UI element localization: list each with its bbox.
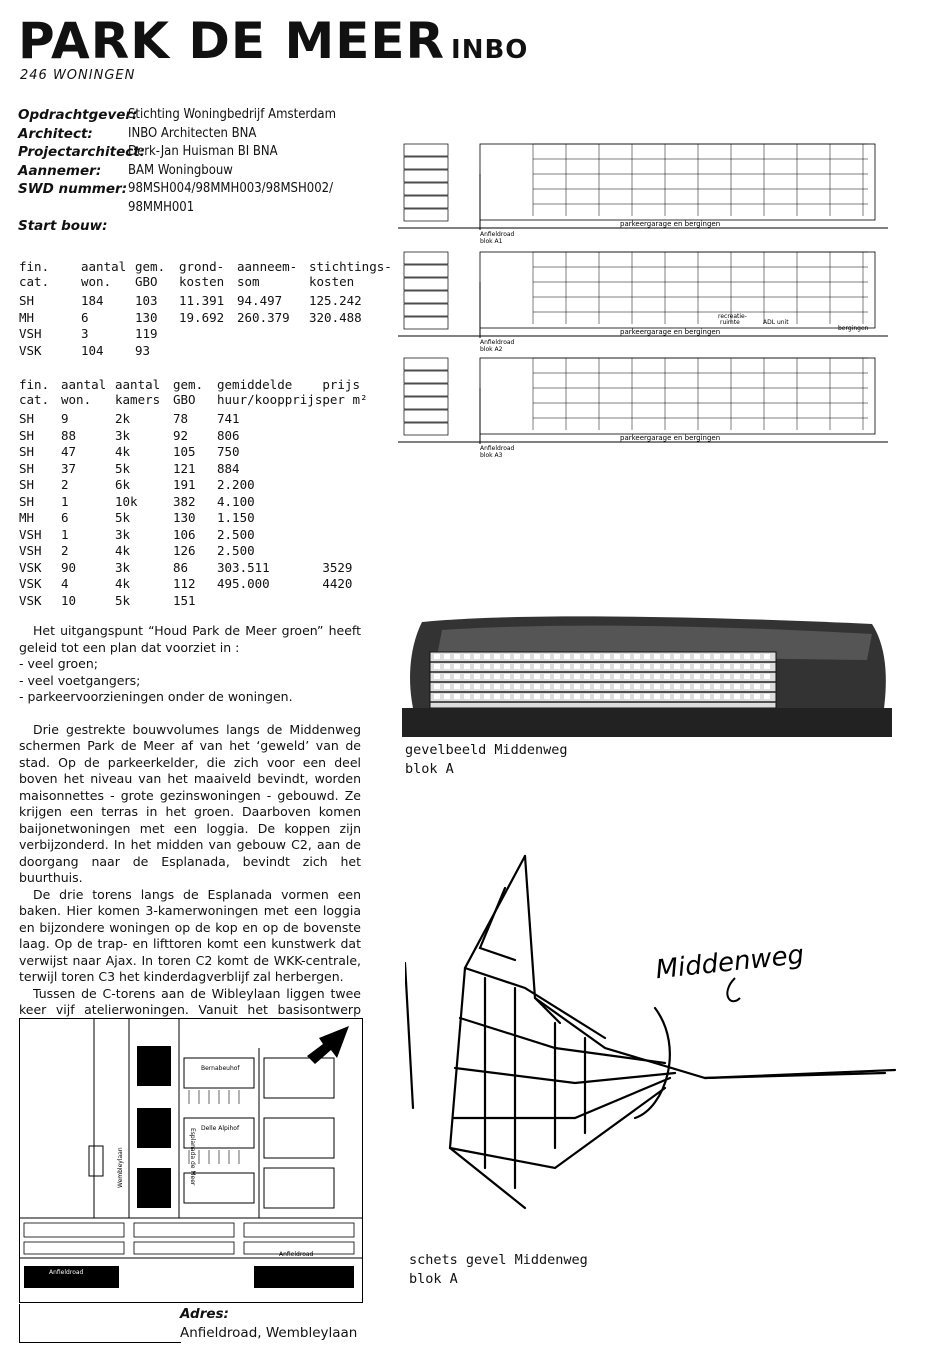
table-cell: 3k: [115, 559, 131, 575]
col-header: fin. cat.: [19, 259, 50, 289]
table-cell: 2.200: [217, 477, 255, 492]
plan-label: ADL unit: [763, 319, 789, 326]
address-value: Anfieldroad, Wembleylaan: [180, 1325, 358, 1341]
col-header: prijs per m²: [322, 377, 368, 407]
table-row: [19, 477, 368, 494]
meta-value: 98MSH004/98MMH003/98MSH002/: [128, 181, 334, 196]
table-row: [19, 428, 368, 445]
table-cell: 303.511: [217, 559, 270, 575]
table-cell: [322, 494, 367, 511]
table-cell: 741: [217, 411, 240, 426]
table-cell: 130: [173, 510, 196, 525]
table-row: VSH 3 119: [19, 326, 158, 341]
table-cell: 495.000: [217, 576, 270, 591]
table-header: [19, 259, 392, 289]
meta-row: [18, 106, 336, 125]
map-label: Esplanada de Meer: [189, 1128, 196, 1186]
table-row: [19, 593, 368, 610]
table-cell: VSH: [19, 526, 42, 542]
table-cell: 105: [173, 444, 196, 459]
map-frame: [19, 1304, 181, 1343]
table-cell: 4k: [115, 576, 131, 591]
table-row: [19, 510, 368, 527]
table-cell: [322, 477, 367, 494]
table-cell: [322, 527, 367, 544]
table-cell: 10: [61, 592, 77, 608]
facade-image: [402, 612, 892, 737]
table-cell: 1: [61, 526, 69, 542]
plan-label: parkeergarage en bergingen: [620, 220, 721, 228]
list-item: - veel groen;: [19, 656, 98, 671]
table-row: MH 6 130 19.692 260.379 320.488: [19, 309, 362, 325]
table-cell: [322, 543, 367, 560]
table-cell: [322, 461, 367, 478]
table-cell: SH: [19, 411, 35, 426]
paragraph: Drie gestrekte bouwvolumes langs de Middenweg schermen Park de Meer af van het ‘geweld’ van de stad. Op de parkeerkelder, die zich voor een deel boven het niveau van het maaiveld bevindt, worden maisonnettes - grote gezinswoningen - gebouwd. Ze krijgen een terras in het groen. Daarboven komen baijonetwoningen met een loggia. De koppen zijn verbijzonderd. In het midden van gebouw C2, aan de doorgang naar de Esplanada, bevindt zich het buurthuis.: [19, 721, 361, 885]
plan-label: parkeergarage en bergingen: [620, 434, 721, 442]
floor-plan: [398, 252, 888, 353]
plan-label: blok A2: [480, 346, 503, 353]
plan-label: parkeergarage en bergingen: [620, 328, 721, 336]
meta-key: Aannemer:: [18, 162, 102, 179]
table-row: [19, 560, 368, 577]
map-label: Bernabeuhof: [201, 1065, 240, 1072]
table-row: [19, 576, 368, 593]
table-cell: 88: [61, 427, 77, 443]
table-cell: 3k: [115, 427, 131, 443]
table-row: [19, 444, 368, 461]
col-header: gem. GBO: [173, 377, 204, 407]
col-header: aantal won.: [81, 259, 127, 289]
col-header: aanneem- som: [237, 259, 298, 289]
table-cell: 151: [173, 592, 196, 608]
plan-label: Anfieldroad: [480, 339, 515, 346]
table-cell: VSK: [19, 576, 42, 591]
table-cell: 191: [173, 477, 196, 492]
table-cell: 382: [173, 493, 196, 509]
table-cell: 78: [173, 411, 189, 426]
meta-value: 98MMH001: [128, 199, 195, 215]
meta-value: INBO Architecten BNA: [128, 125, 257, 141]
table-cell: [322, 411, 367, 428]
table-cell: 2.500: [217, 543, 255, 558]
table-cell: [217, 593, 322, 610]
plan-label: Anfieldroad: [480, 445, 515, 452]
table-cell: 121: [173, 460, 196, 476]
table-row: VSK 104 93: [19, 342, 151, 358]
table-cell: 6k: [115, 477, 131, 492]
table-cell: 3k: [115, 526, 131, 542]
table-row: [19, 494, 368, 511]
table-cell: [322, 593, 367, 610]
table-cell: 92: [173, 427, 189, 443]
caption-line: blok A: [405, 760, 454, 777]
col-header: fin. cat.: [19, 377, 50, 407]
title-suffix: INBO: [451, 35, 529, 65]
meta-key: [18, 199, 128, 218]
table-cell: 4.100: [217, 493, 255, 509]
floor-plan: [398, 144, 888, 245]
plan-label: blok A3: [480, 452, 503, 459]
article-body: [19, 623, 361, 1035]
caption-line: schets gevel Middenweg: [409, 1252, 588, 1268]
map-label: Anfieldroad: [49, 1269, 84, 1276]
plan-label: Anfieldroad: [480, 231, 515, 238]
floor-plan: [398, 358, 888, 459]
table-cell: SH: [19, 444, 35, 459]
table-cell: 37: [61, 460, 77, 476]
table-cell: [322, 428, 367, 445]
table-cell: MH: [19, 510, 35, 525]
table-row: SH 184 103 11.391 94.497 125.242: [19, 293, 362, 308]
map-label: Anfieldroad: [279, 1251, 314, 1258]
paragraph: Tussen de C-torens aan de Wibleylaan liggen twee keer vijf atelierwoningen. Vanuit het basisontwerp: [19, 985, 361, 1017]
plan-label: ruimte: [720, 319, 740, 326]
table-cell: 4: [61, 576, 69, 591]
plan-label: recreatie-: [718, 313, 747, 320]
facade-caption: [405, 741, 568, 778]
sketch-caption: [409, 1251, 588, 1288]
address-label: Adres:: [180, 1306, 229, 1322]
meta-row: [18, 125, 336, 144]
table-row: [19, 543, 368, 560]
col-header: aantal kamers: [115, 377, 161, 407]
paragraph: De drie torens langs de Esplanada vormen een baken. Hier komen 3-kamerwoningen met een loggia en bijzondere woningen op de kop en op de bovenste laag. Op de trap- en lifttoren komt een kunstwerk dat verwijst naar Ajax. In toren C2 komt de WKK-centrale, terwijl toren C3 het kinderdagverblijf zal herbergen.: [19, 886, 361, 984]
table-cell: SH: [19, 427, 35, 443]
meta-row: [18, 143, 336, 162]
table-cell: 3529: [322, 559, 353, 575]
list-item: - parkeervoorzieningen onder de woningen.: [19, 689, 293, 704]
table-cell: 4k: [115, 444, 131, 459]
table-cell: [322, 444, 367, 461]
col-header: grond- kosten: [179, 259, 225, 289]
col-header: gem. GBO: [135, 259, 166, 289]
project-meta: [18, 106, 336, 236]
caption-line: blok A: [409, 1270, 458, 1287]
cost-table: [19, 259, 392, 359]
title-main: PARK DE MEER: [18, 12, 446, 70]
sketch-image: [405, 848, 900, 1238]
plan-label: bergingen: [838, 325, 869, 332]
table-cell: 4k: [115, 543, 131, 558]
table-cell: 750: [217, 444, 240, 459]
table-row: [19, 461, 368, 478]
meta-key: SWD nummer:: [18, 181, 128, 197]
col-header: aantal won.: [61, 377, 107, 407]
table-cell: 86: [173, 559, 189, 575]
meta-row: [18, 217, 336, 236]
list-item: - veel voetgangers;: [19, 672, 141, 688]
meta-value: BAM Woningbouw: [128, 162, 233, 178]
meta-value: Stichting Woningbedrijf Amsterdam: [128, 107, 336, 122]
meta-row: [18, 199, 336, 218]
table-cell: 90: [61, 559, 77, 575]
table-cell: 112: [173, 576, 196, 591]
caption-line: gevelbeeld Middenweg: [405, 742, 568, 758]
meta-key: Start bouw:: [18, 218, 108, 234]
paragraph: Het uitgangspunt “Houd Park de Meer groen” heeft geleid tot een plan dat voorziet in :: [19, 623, 361, 655]
table-cell: 9: [61, 411, 69, 426]
housing-count: 246 WONINGEN: [20, 68, 136, 83]
col-header: gemiddelde huur/koopprijs: [217, 377, 323, 407]
table-cell: 4420: [322, 576, 353, 591]
table-cell: VSK: [19, 559, 42, 575]
table-cell: 5k: [115, 592, 131, 608]
table-cell: SH: [19, 477, 35, 492]
table-cell: 2k: [115, 411, 131, 426]
table-cell: 2.500: [217, 526, 255, 542]
table-cell: VSK: [19, 592, 42, 608]
table-cell: 5k: [115, 510, 131, 525]
table-cell: SH: [19, 460, 35, 476]
table-row: [19, 527, 368, 544]
table-cell: 6: [61, 510, 69, 525]
table-cell: 47: [61, 444, 77, 459]
table-cell: 10k: [115, 493, 138, 509]
table-cell: 1.150: [217, 510, 255, 525]
table-row: [19, 411, 368, 428]
table-cell: 126: [173, 543, 196, 558]
meta-key: Projectarchitect:: [18, 144, 146, 160]
price-table: [19, 377, 368, 609]
plan-label: blok A1: [480, 238, 503, 245]
sketch-word: Middenweg: [654, 939, 806, 986]
table-header: [19, 377, 368, 407]
map-label: Wembleylaan: [117, 1147, 124, 1188]
col-header: stichtings- kosten: [309, 259, 392, 289]
meta-key: Architect:: [18, 125, 93, 142]
map-label: Delle Alpihof: [201, 1125, 240, 1132]
table-cell: SH: [19, 493, 35, 509]
table-cell: 884: [217, 460, 240, 476]
meta-row: [18, 180, 336, 199]
meta-row: [18, 162, 336, 181]
table-cell: 806: [217, 427, 240, 443]
table-cell: [322, 510, 367, 527]
table-cell: VSH: [19, 543, 42, 558]
table-cell: 106: [173, 526, 196, 542]
floor-plans: [398, 140, 898, 460]
table-cell: 2: [61, 477, 69, 492]
meta-value: Derk-Jan Huisman BI BNA: [128, 144, 278, 159]
meta-key: Opdrachtgever:: [18, 107, 138, 123]
table-cell: 2: [61, 543, 69, 558]
table-cell: 5k: [115, 460, 131, 476]
site-map: [19, 1018, 363, 1303]
table-cell: 1: [61, 493, 69, 509]
address: [180, 1305, 357, 1343]
